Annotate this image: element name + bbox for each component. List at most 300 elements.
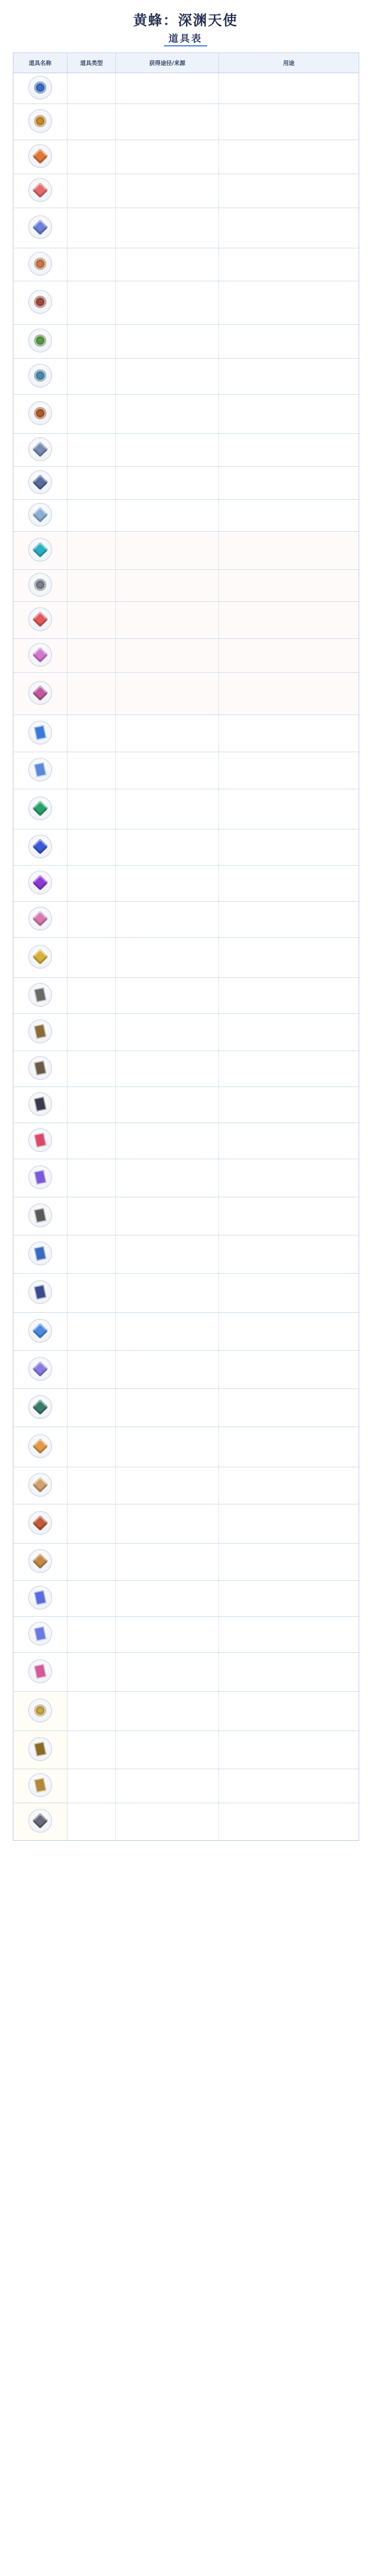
item-cell (13, 1427, 68, 1467)
table-row (13, 1617, 359, 1653)
source-line (119, 1807, 215, 1815)
source-line (119, 1209, 215, 1216)
item-cell (13, 1197, 68, 1235)
source-line (119, 1106, 215, 1113)
item-type (68, 1313, 116, 1350)
source-line (119, 1055, 215, 1062)
item-type (68, 325, 116, 358)
source-line (119, 834, 215, 841)
item-icon (28, 871, 52, 894)
source-line (119, 1822, 215, 1829)
item-type (68, 866, 116, 901)
source-line (119, 588, 215, 596)
item-icon (28, 109, 52, 133)
source-line (119, 996, 215, 1004)
use-cell (219, 500, 359, 531)
use-cell (219, 789, 359, 829)
source-line (119, 1815, 215, 1822)
item-icon (28, 1020, 52, 1043)
source-line (119, 307, 215, 314)
source-cell (116, 673, 218, 715)
source-line (119, 329, 215, 336)
table-row (13, 174, 359, 208)
source-cell (116, 1014, 218, 1050)
source-line (119, 1163, 215, 1171)
item-type (68, 1544, 116, 1580)
item-type (68, 359, 116, 394)
item-type (68, 1467, 116, 1504)
source-line (119, 445, 215, 452)
source-cell (116, 1274, 218, 1312)
gem-icon (32, 541, 48, 557)
source-line (119, 691, 215, 699)
card-icon (33, 1246, 46, 1261)
source-line (119, 252, 215, 260)
source-line (119, 77, 215, 84)
source-cell (116, 639, 218, 672)
column-header-source: 获得途径/来源 (116, 53, 218, 73)
item-cell (13, 1274, 68, 1312)
source-line (119, 413, 215, 420)
use-cell (219, 140, 359, 174)
source-cell (116, 1389, 218, 1427)
source-cell (116, 1617, 218, 1652)
card-icon (33, 1060, 46, 1076)
item-cell (13, 1123, 68, 1159)
item-type (68, 1159, 116, 1197)
source-cell (116, 140, 218, 174)
source-line (119, 92, 215, 99)
item-type (68, 715, 116, 752)
source-line (119, 1621, 215, 1628)
item-type (68, 500, 116, 531)
crest-icon (34, 1704, 46, 1717)
source-cell (116, 281, 218, 324)
source-line (119, 1331, 215, 1338)
use-cell (219, 1197, 359, 1235)
source-cell (116, 938, 218, 977)
item-cell (13, 1014, 68, 1050)
source-cell (116, 1235, 218, 1273)
source-line (119, 1599, 215, 1606)
item-type (68, 1123, 116, 1159)
item-type (68, 281, 116, 324)
item-icon (28, 144, 52, 168)
source-line (119, 756, 215, 764)
source-line (119, 1773, 215, 1781)
item-type (68, 1653, 116, 1691)
item-type (68, 1803, 116, 1840)
use-cell (219, 73, 359, 104)
item-cell (13, 752, 68, 789)
source-line (119, 719, 215, 726)
source-line (119, 1664, 215, 1671)
item-type (68, 1014, 116, 1050)
table-row (13, 1123, 359, 1159)
source-line (119, 726, 215, 734)
item-cell (13, 467, 68, 499)
table-row (13, 1581, 359, 1617)
source-line (119, 1223, 215, 1230)
source-line (119, 478, 215, 485)
source-line (119, 1718, 215, 1725)
source-line (119, 1493, 215, 1500)
item-cell (13, 1617, 68, 1652)
item-icon (28, 329, 52, 352)
source-line (119, 1254, 215, 1261)
source-line (119, 1091, 215, 1098)
card-icon (33, 1096, 46, 1112)
item-cell (13, 1087, 68, 1123)
use-cell (219, 1692, 359, 1731)
item-type (68, 1389, 116, 1427)
source-line (119, 913, 215, 920)
source-line (119, 815, 215, 822)
source-line (119, 543, 215, 550)
source-cell (116, 715, 218, 752)
title-divider (164, 45, 207, 46)
use-cell (219, 1274, 359, 1312)
use-cell (219, 639, 359, 672)
use-cell (219, 602, 359, 638)
gem-icon (32, 910, 48, 926)
item-type (68, 789, 116, 829)
source-line (119, 650, 215, 657)
source-line (119, 1781, 215, 1788)
table-row (13, 1803, 359, 1840)
use-cell (219, 359, 359, 394)
table-row (13, 829, 359, 866)
source-line (119, 108, 215, 115)
source-cell (116, 1581, 218, 1616)
source-line (119, 1657, 215, 1664)
source-line (119, 1479, 215, 1486)
table-row (13, 1235, 359, 1274)
source-line (119, 734, 215, 741)
source-cell (116, 1123, 218, 1159)
source-line (119, 1750, 215, 1757)
item-cell (13, 174, 68, 208)
source-line (119, 956, 215, 963)
table-row (13, 673, 359, 715)
gem-icon (32, 1812, 48, 1828)
source-line (119, 1324, 215, 1331)
source-cell (116, 395, 218, 433)
item-type (68, 1427, 116, 1467)
item-icon (28, 437, 52, 461)
source-line (119, 771, 215, 778)
source-line (119, 1735, 215, 1742)
source-line (119, 949, 215, 956)
use-cell (219, 1731, 359, 1769)
item-cell (13, 1692, 68, 1731)
item-type (68, 104, 116, 140)
item-icon (28, 215, 52, 239)
gem-icon (32, 1323, 48, 1338)
source-line (119, 606, 215, 613)
crest-icon (34, 334, 46, 347)
source-line (119, 1446, 215, 1453)
source-line (119, 1431, 215, 1438)
source-cell (116, 829, 218, 865)
source-cell (116, 1313, 218, 1350)
item-cell (13, 281, 68, 324)
source-line (119, 130, 215, 137)
gem-icon (32, 441, 48, 457)
use-cell (219, 395, 359, 433)
table-row (13, 532, 359, 570)
use-cell (219, 1653, 359, 1691)
card-icon (33, 987, 46, 1003)
crest-icon (34, 81, 46, 94)
use-cell (219, 1581, 359, 1616)
source-line (119, 1149, 215, 1156)
item-icon (28, 1357, 52, 1381)
item-type (68, 829, 116, 865)
item-type (68, 1731, 116, 1769)
source-line (119, 1703, 215, 1710)
table-row (13, 1159, 359, 1197)
source-line (119, 1555, 215, 1562)
item-type (68, 1769, 116, 1803)
item-type (68, 174, 116, 208)
item-type (68, 1274, 116, 1312)
source-line (119, 906, 215, 913)
item-icon (28, 945, 52, 969)
source-line (119, 241, 215, 248)
use-cell (219, 1235, 359, 1273)
source-line (119, 1642, 215, 1650)
source-cell (116, 1653, 218, 1691)
item-icon (28, 1056, 52, 1080)
item-icon (28, 1319, 52, 1343)
table-row (13, 715, 359, 752)
use-cell (219, 978, 359, 1013)
item-icon (28, 607, 52, 631)
use-cell (219, 752, 359, 789)
source-line (119, 1025, 215, 1032)
source-line (119, 1040, 215, 1047)
source-line (119, 377, 215, 384)
item-cell (13, 938, 68, 977)
item-cell (13, 602, 68, 638)
table-body (13, 73, 359, 1840)
source-cell (116, 532, 218, 569)
item-icon (28, 835, 52, 858)
source-line (119, 677, 215, 684)
source-line (119, 274, 215, 281)
source-line (119, 657, 215, 665)
item-icon (28, 470, 52, 494)
use-cell (219, 1427, 359, 1467)
table-row (13, 1504, 359, 1544)
source-line (119, 1562, 215, 1569)
table-row (13, 395, 359, 434)
source-line (119, 841, 215, 848)
source-line (119, 778, 215, 785)
source-line (119, 801, 215, 808)
table-row (13, 73, 359, 104)
table-row (13, 248, 359, 281)
column-header-name: 道具名称 (13, 53, 68, 73)
source-line (119, 1032, 215, 1040)
source-line (119, 1362, 215, 1369)
source-line (119, 989, 215, 996)
source-line (119, 1516, 215, 1523)
item-type (68, 467, 116, 499)
item-icon (28, 573, 52, 597)
gem-icon (32, 1477, 48, 1493)
item-cell (13, 570, 68, 601)
item-cell (13, 208, 68, 248)
use-cell (219, 467, 359, 499)
source-cell (116, 902, 218, 937)
source-cell (116, 434, 218, 466)
item-cell (13, 715, 68, 752)
gem-icon (32, 948, 48, 964)
crest-icon (34, 296, 46, 308)
source-line (119, 1261, 215, 1268)
item-icon (28, 1586, 52, 1609)
gem-icon (32, 474, 48, 490)
table-row (13, 1692, 359, 1731)
source-line (119, 511, 215, 518)
column-header-type: 道具类型 (68, 53, 116, 73)
source-cell (116, 1769, 218, 1803)
item-icon (28, 1773, 52, 1797)
source-line (119, 877, 215, 884)
item-cell (13, 359, 68, 394)
source-line (119, 1178, 215, 1185)
card-icon (33, 1208, 46, 1223)
page-subtitle: 道具表 (168, 33, 203, 44)
source-line (119, 764, 215, 771)
item-cell (13, 1159, 68, 1197)
item-icon (28, 681, 52, 705)
item-type (68, 978, 116, 1013)
table-row (13, 208, 359, 248)
use-cell (219, 570, 359, 601)
source-line (119, 1216, 215, 1223)
item-icon (28, 1737, 52, 1761)
item-icon (28, 503, 52, 527)
source-cell (116, 1692, 218, 1731)
source-line (119, 84, 215, 92)
source-cell (116, 248, 218, 281)
source-line (119, 927, 215, 935)
source-line (119, 1548, 215, 1555)
source-cell (116, 359, 218, 394)
item-icon (28, 401, 52, 425)
use-cell (219, 1803, 359, 1840)
column-header-use: 用途 (283, 60, 295, 66)
source-line (119, 848, 215, 855)
use-cell (219, 866, 359, 901)
source-line (119, 1018, 215, 1025)
source-line (119, 1292, 215, 1299)
gem-icon (32, 838, 48, 854)
table-row (13, 789, 359, 829)
table-row (13, 1197, 359, 1235)
gem-icon (32, 219, 48, 235)
item-type (68, 1692, 116, 1731)
source-line (119, 1142, 215, 1149)
item-type (68, 1351, 116, 1388)
item-icon (28, 252, 52, 276)
item-type (68, 1581, 116, 1616)
table-row (13, 1274, 359, 1313)
source-line (119, 115, 215, 123)
item-icon (28, 290, 52, 314)
item-type (68, 140, 116, 174)
gem-icon (32, 148, 48, 164)
source-line (119, 267, 215, 274)
item-icon (28, 1280, 52, 1304)
source-line (119, 200, 215, 207)
source-line (119, 1592, 215, 1599)
table-row (13, 1351, 359, 1389)
source-cell (116, 752, 218, 789)
item-icon (28, 1511, 52, 1535)
item-icon (28, 796, 52, 820)
source-line (119, 219, 215, 227)
table-row (13, 639, 359, 673)
use-cell (219, 174, 359, 208)
table-row (13, 1653, 359, 1692)
source-cell (116, 1197, 218, 1235)
source-line (119, 471, 215, 478)
source-cell (116, 467, 218, 499)
item-type (68, 570, 116, 601)
card-icon (33, 1024, 46, 1039)
item-icon (28, 1434, 52, 1458)
item-cell (13, 73, 68, 104)
table-row (13, 325, 359, 359)
source-line (119, 285, 215, 293)
gem-icon (32, 874, 48, 890)
source-cell (116, 1159, 218, 1197)
source-line (119, 1788, 215, 1795)
table-row (13, 140, 359, 174)
source-line (119, 1628, 215, 1635)
source-cell (116, 1504, 218, 1543)
item-cell (13, 639, 68, 672)
item-type (68, 602, 116, 638)
item-cell (13, 1313, 68, 1350)
source-cell (116, 104, 218, 140)
source-line (119, 1338, 215, 1346)
item-type (68, 1051, 116, 1087)
source-line (119, 1530, 215, 1537)
source-line (119, 1369, 215, 1377)
source-line (119, 1377, 215, 1384)
source-line (119, 1355, 215, 1362)
item-cell (13, 104, 68, 140)
item-cell (13, 1504, 68, 1543)
source-line (119, 1710, 215, 1718)
source-line (119, 1671, 215, 1679)
item-icon (28, 538, 52, 562)
use-cell (219, 1014, 359, 1050)
source-cell (116, 500, 218, 531)
use-cell (219, 1051, 359, 1087)
use-cell (219, 248, 359, 281)
source-line (119, 1070, 215, 1077)
source-line (119, 557, 215, 565)
item-icon (28, 1622, 52, 1646)
item-type (68, 208, 116, 248)
source-line (119, 963, 215, 971)
